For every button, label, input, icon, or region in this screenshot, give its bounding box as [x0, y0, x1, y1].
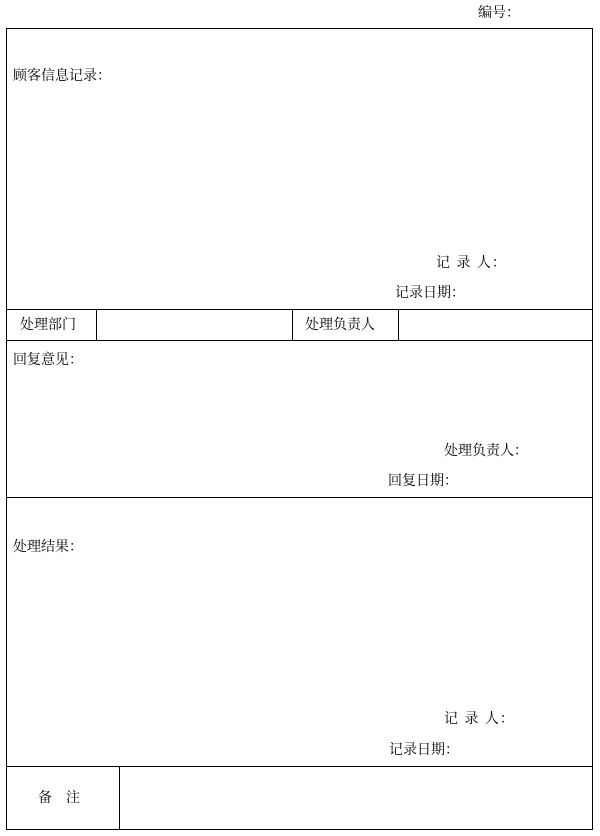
handling-owner-label: 处理负责人	[305, 317, 375, 333]
handling-result-title: 处理结果：	[13, 539, 83, 555]
reply-opinion-title: 回复意见：	[13, 352, 83, 368]
reply-opinion-area[interactable]	[8, 372, 590, 436]
divider-above-result	[7, 497, 592, 498]
dept-cell-divider-3	[398, 309, 399, 340]
handling-dept-field[interactable]	[98, 311, 290, 339]
dept-cell-divider-2	[292, 309, 293, 340]
handling-result-area[interactable]	[8, 560, 590, 700]
customer-recorder-label: 记 录 人：	[436, 255, 507, 271]
divider-below-dept-row	[7, 340, 592, 341]
customer-info-area[interactable]	[8, 90, 590, 250]
handling-dept-label: 处理部门	[20, 317, 76, 333]
remarks-field[interactable]	[121, 768, 590, 827]
divider-above-remarks	[7, 766, 592, 767]
reply-owner-label: 处理负责人：	[444, 443, 528, 459]
result-recorder-label: 记 录 人：	[444, 711, 515, 727]
remarks-label: 备 注	[38, 790, 80, 806]
remarks-cell-divider	[119, 766, 120, 829]
result-record-date-label: 记录日期：	[389, 742, 459, 758]
serial-number-label: 编号：	[478, 5, 520, 21]
customer-record-date-label: 记录日期：	[395, 285, 465, 301]
dept-cell-divider-1	[96, 309, 97, 340]
reply-date-label: 回复日期：	[388, 473, 458, 489]
customer-info-title: 顾客信息记录：	[13, 68, 111, 84]
handling-owner-field[interactable]	[400, 311, 590, 339]
divider-above-dept-row	[7, 309, 592, 310]
